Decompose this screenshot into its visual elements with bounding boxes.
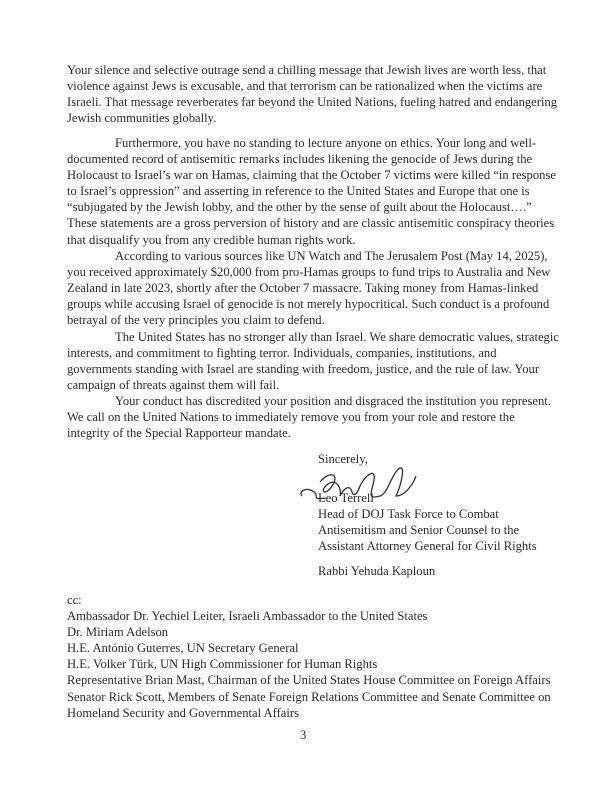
signer-title-line: Assistant Attorney General for Civil Rights: [318, 539, 537, 554]
text-line: betrayal of the very principles you claim to defend.: [67, 313, 325, 328]
text-line: Furthermore, you have no standing to lecture anyone on ethics. Your long and well-: [115, 136, 537, 150]
text-line: interests, and commitment to fighting terror. Individuals, companies, institutions, and: [67, 346, 497, 361]
text-line: Israeli. That message reverberates far beyond the United Nations, fueling hatred and endangering: [67, 95, 558, 110]
cc-label: cc:: [67, 593, 82, 607]
cosigner: [318, 563, 435, 579]
text-line: Your conduct has discredited your position and disgraced the institution you represent.: [115, 394, 551, 408]
text-line: Your silence and selective outrage send a chilling message that Jewish lives are worth less, that: [67, 63, 547, 77]
text-line: campaign of threats against them will fail.: [67, 378, 280, 393]
text-line: you received approximately $20,000 from pro-Hamas groups to fund trips to Australia and New: [67, 265, 551, 280]
cc-recipient: Representative Brian Mast, Chairman of the United States House Committee on Foreign Affairs: [67, 673, 551, 688]
text-line: These statements are a gross perversion of history and are classic antisemitic conspiracy theories: [67, 216, 555, 231]
cc-recipient: H.E. António Guterres, UN Secretary General: [67, 641, 299, 656]
cc-recipient: H.E. Volker Türk, UN High Commissioner for Human Rights: [67, 657, 378, 672]
text-line: documented record of antisemitic remarks includes likening the genocide of Jews during the: [67, 152, 533, 167]
text-line: to Israel’s oppression” and asserting in reference to the United States and Europe that one is: [67, 184, 530, 199]
text-line: Holocaust to Israel’s war on Hamas, claiming that the October 7 victims were killed “in response: [67, 168, 556, 183]
cc-recipient: Homeland Security and Governmental Affairs: [67, 705, 299, 720]
text-line: violence against Jews is excusable, and that terrorism can be rationalized when the victims are: [67, 79, 543, 94]
signer-title-line: Head of DOJ Task Force to Combat: [318, 507, 499, 522]
signer-name: Leo Terrell: [318, 491, 374, 505]
text-line: We call on the United Nations to immediately remove you from your role and restore the: [67, 410, 515, 425]
text-line: groups while accusing Israel of genocide is not merely hypocritical. Such conduct is a profound: [67, 297, 550, 312]
cc-list: [67, 592, 551, 721]
paragraph-2: [67, 135, 556, 248]
signer-title-line: Antisemitism and Senior Counsel to the: [318, 523, 520, 538]
cc-recipient: Senator Rick Scott, Members of Senate Foreign Relations Committee and Senate Committee on: [67, 689, 551, 704]
text-line: Zealand in late 2023, shortly after the October 7 massacre. Taking money from Hamas-linked: [67, 281, 539, 296]
text-line: integrity of the Special Rapporteur mandate.: [67, 426, 291, 441]
paragraph-3: [67, 248, 550, 328]
closing-text: Sincerely,: [318, 452, 368, 466]
page-number: 3: [300, 728, 307, 742]
cc-recipient: Dr. Miriam Adelson: [67, 625, 169, 640]
text-line: The United States has no stronger ally than Israel. We share democratic values, strategic: [115, 330, 559, 344]
paragraph-1: [67, 62, 557, 126]
text-line: According to various sources like UN Watch and The Jerusalem Post (May 14, 2025),: [115, 249, 548, 263]
cosigner-name: Rabbi Yehuda Kaploun: [318, 564, 436, 578]
paragraph-5: [67, 393, 551, 441]
cc-recipient: Ambassador Dr. Yechiel Leiter, Israeli Ambassador to the United States: [67, 609, 428, 624]
text-line: that disqualify you from any credible human rights work.: [67, 232, 356, 247]
text-line: Jewish communities globally.: [67, 111, 217, 126]
text-line: governments standing with Israel are standing with freedom, justice, and the rule of law. Your: [67, 362, 540, 377]
text-line: “subjugated by the Jewish lobby, and the other by the sense of guilt about the Holocaust….”: [67, 200, 532, 215]
paragraph-4: [67, 329, 559, 393]
signer-block: [318, 490, 537, 554]
